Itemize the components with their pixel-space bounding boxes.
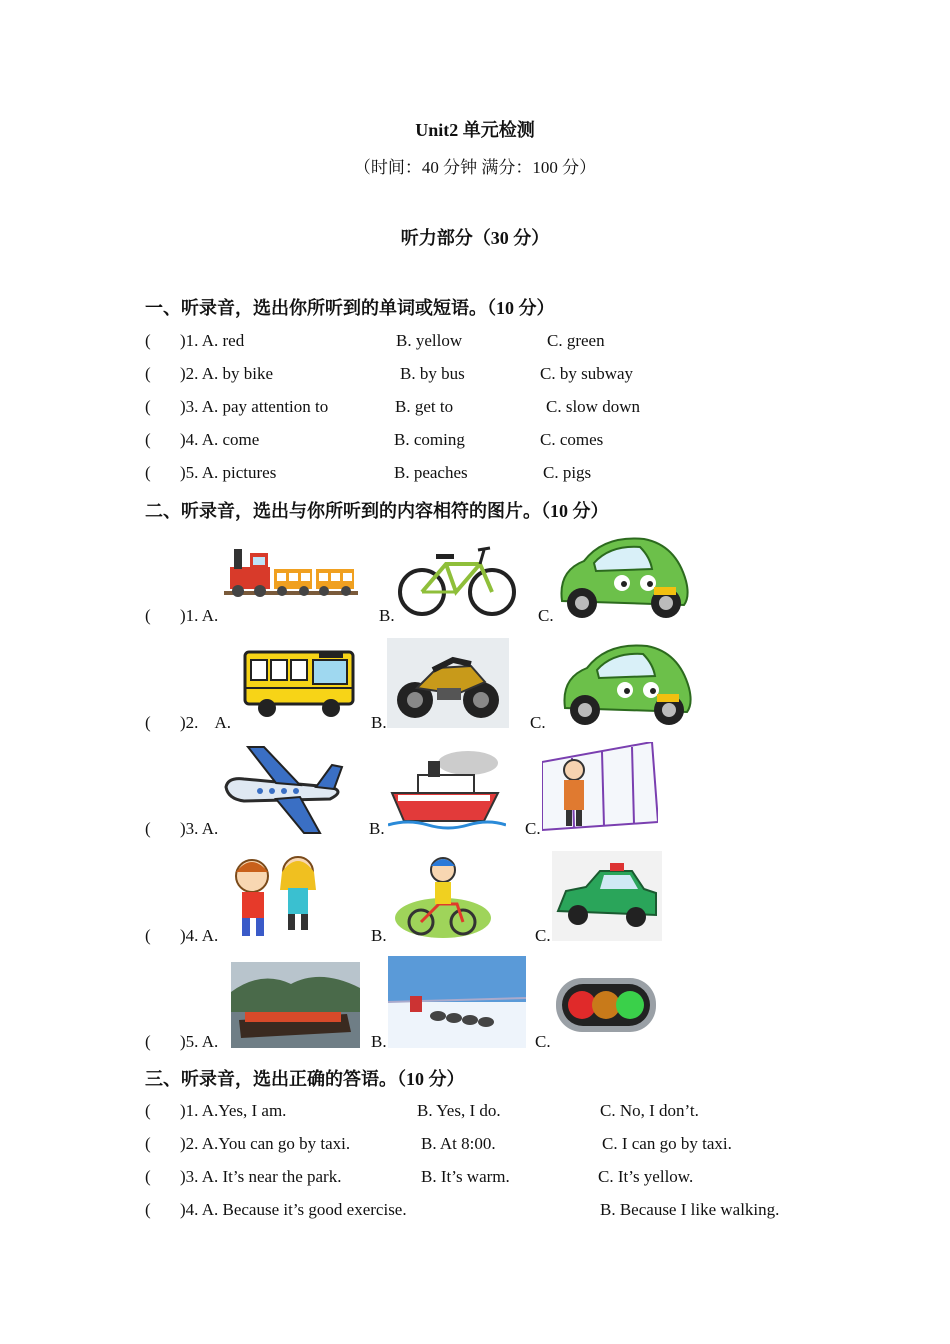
boy-on-bike-picture[interactable]: [393, 852, 493, 940]
bicycle-picture[interactable]: [398, 540, 516, 620]
answer-bracket[interactable]: (: [145, 1167, 151, 1186]
option-c: C. slow down: [546, 397, 640, 416]
option-b: B. get to: [395, 397, 454, 416]
option-c: C.: [535, 926, 551, 945]
motorcycle-picture[interactable]: [387, 638, 509, 728]
option-a: )5. A. pictures: [180, 463, 277, 482]
section-3-heading: 三、听录音，选出正确的答语。（10 分）: [145, 1069, 465, 1089]
section-1-heading: 一、听录音，选出你所听到的单词或短语。（10 分）: [145, 298, 555, 318]
option-a: )3. A.: [180, 819, 219, 838]
green-car-picture[interactable]: [557, 638, 695, 730]
option-b: B.: [371, 926, 387, 945]
option-c: C. by subway: [540, 364, 634, 383]
taxi-picture[interactable]: [552, 851, 662, 941]
section-2-heading: 二、听录音，选出与你所听到的内容相符的图片。（10 分）: [145, 501, 609, 521]
option-a: )2. A. by bike: [180, 364, 274, 383]
option-a: )4. A. come: [180, 430, 260, 449]
dog-sled-picture[interactable]: [388, 956, 526, 1048]
option-a: )2. A.You can go by taxi.: [180, 1134, 351, 1153]
answer-bracket[interactable]: (: [145, 1032, 151, 1051]
option-b: B.: [371, 713, 387, 732]
answer-bracket[interactable]: (: [145, 430, 151, 449]
ferry-boat-picture[interactable]: [231, 962, 360, 1048]
answer-bracket[interactable]: (: [145, 1200, 151, 1219]
option-b: B. At 8:00.: [421, 1134, 496, 1153]
answer-bracket[interactable]: (: [145, 331, 151, 350]
traffic-light-picture[interactable]: [554, 958, 658, 1044]
option-a: )1. A.: [180, 606, 219, 625]
answer-bracket[interactable]: (: [145, 926, 151, 945]
part-title: 听力部分（30 分）: [400, 228, 550, 248]
option-a: )5. A.: [180, 1032, 219, 1051]
ship-picture[interactable]: [388, 745, 506, 833]
option-c: C.: [538, 606, 554, 625]
page-title: Unit2 单元检测: [415, 120, 535, 140]
option-c: C. pigs: [543, 463, 592, 482]
option-b: B. It’s warm.: [421, 1167, 510, 1186]
option-a: )3. A. pay attention to: [180, 397, 329, 416]
school-bus-picture[interactable]: [243, 648, 357, 720]
option-b: B. yellow: [396, 331, 463, 350]
option-c: C. comes: [540, 430, 604, 449]
option-a: )4. A. Because it’s good exercise.: [180, 1200, 407, 1219]
option-a: )2. A.: [180, 713, 231, 732]
subway-picture[interactable]: [542, 742, 658, 832]
answer-bracket[interactable]: (: [145, 1101, 151, 1120]
exam-info: （时间：40 分钟 满分：100 分）: [353, 158, 597, 177]
option-c: C. green: [547, 331, 605, 350]
option-a: )1. A. red: [180, 331, 245, 350]
option-b: B. coming: [394, 430, 465, 449]
option-b: B. Yes, I do.: [417, 1101, 501, 1120]
airplane-picture[interactable]: [220, 743, 348, 835]
green-car-picture[interactable]: [554, 531, 692, 623]
answer-bracket[interactable]: (: [145, 713, 151, 732]
walking-kids-picture[interactable]: [222, 850, 326, 942]
option-b: B. by bus: [400, 364, 465, 383]
option-c: C.: [530, 713, 546, 732]
option-b: B.: [371, 1032, 387, 1051]
answer-bracket[interactable]: (: [145, 364, 151, 383]
option-c: C. I can go by taxi.: [602, 1134, 732, 1153]
answer-bracket[interactable]: (: [145, 606, 151, 625]
train-picture[interactable]: [224, 545, 358, 603]
option-c: C. It’s yellow.: [598, 1167, 694, 1186]
answer-bracket[interactable]: (: [145, 463, 151, 482]
option-c: C. No, I don’t.: [600, 1101, 699, 1120]
option-a: )3. A. It’s near the park.: [180, 1167, 342, 1186]
option-b: B. peaches: [394, 463, 468, 482]
option-c: C.: [535, 1032, 551, 1051]
answer-bracket[interactable]: (: [145, 1134, 151, 1153]
option-b: B.: [379, 606, 395, 625]
answer-bracket[interactable]: (: [145, 819, 151, 838]
option-a: )4. A.: [180, 926, 219, 945]
option-b: B. Because I like walking.: [600, 1200, 780, 1219]
option-c: C.: [525, 819, 541, 838]
answer-bracket[interactable]: (: [145, 397, 151, 416]
option-b: B.: [369, 819, 385, 838]
option-a: )1. A.Yes, I am.: [180, 1101, 287, 1120]
